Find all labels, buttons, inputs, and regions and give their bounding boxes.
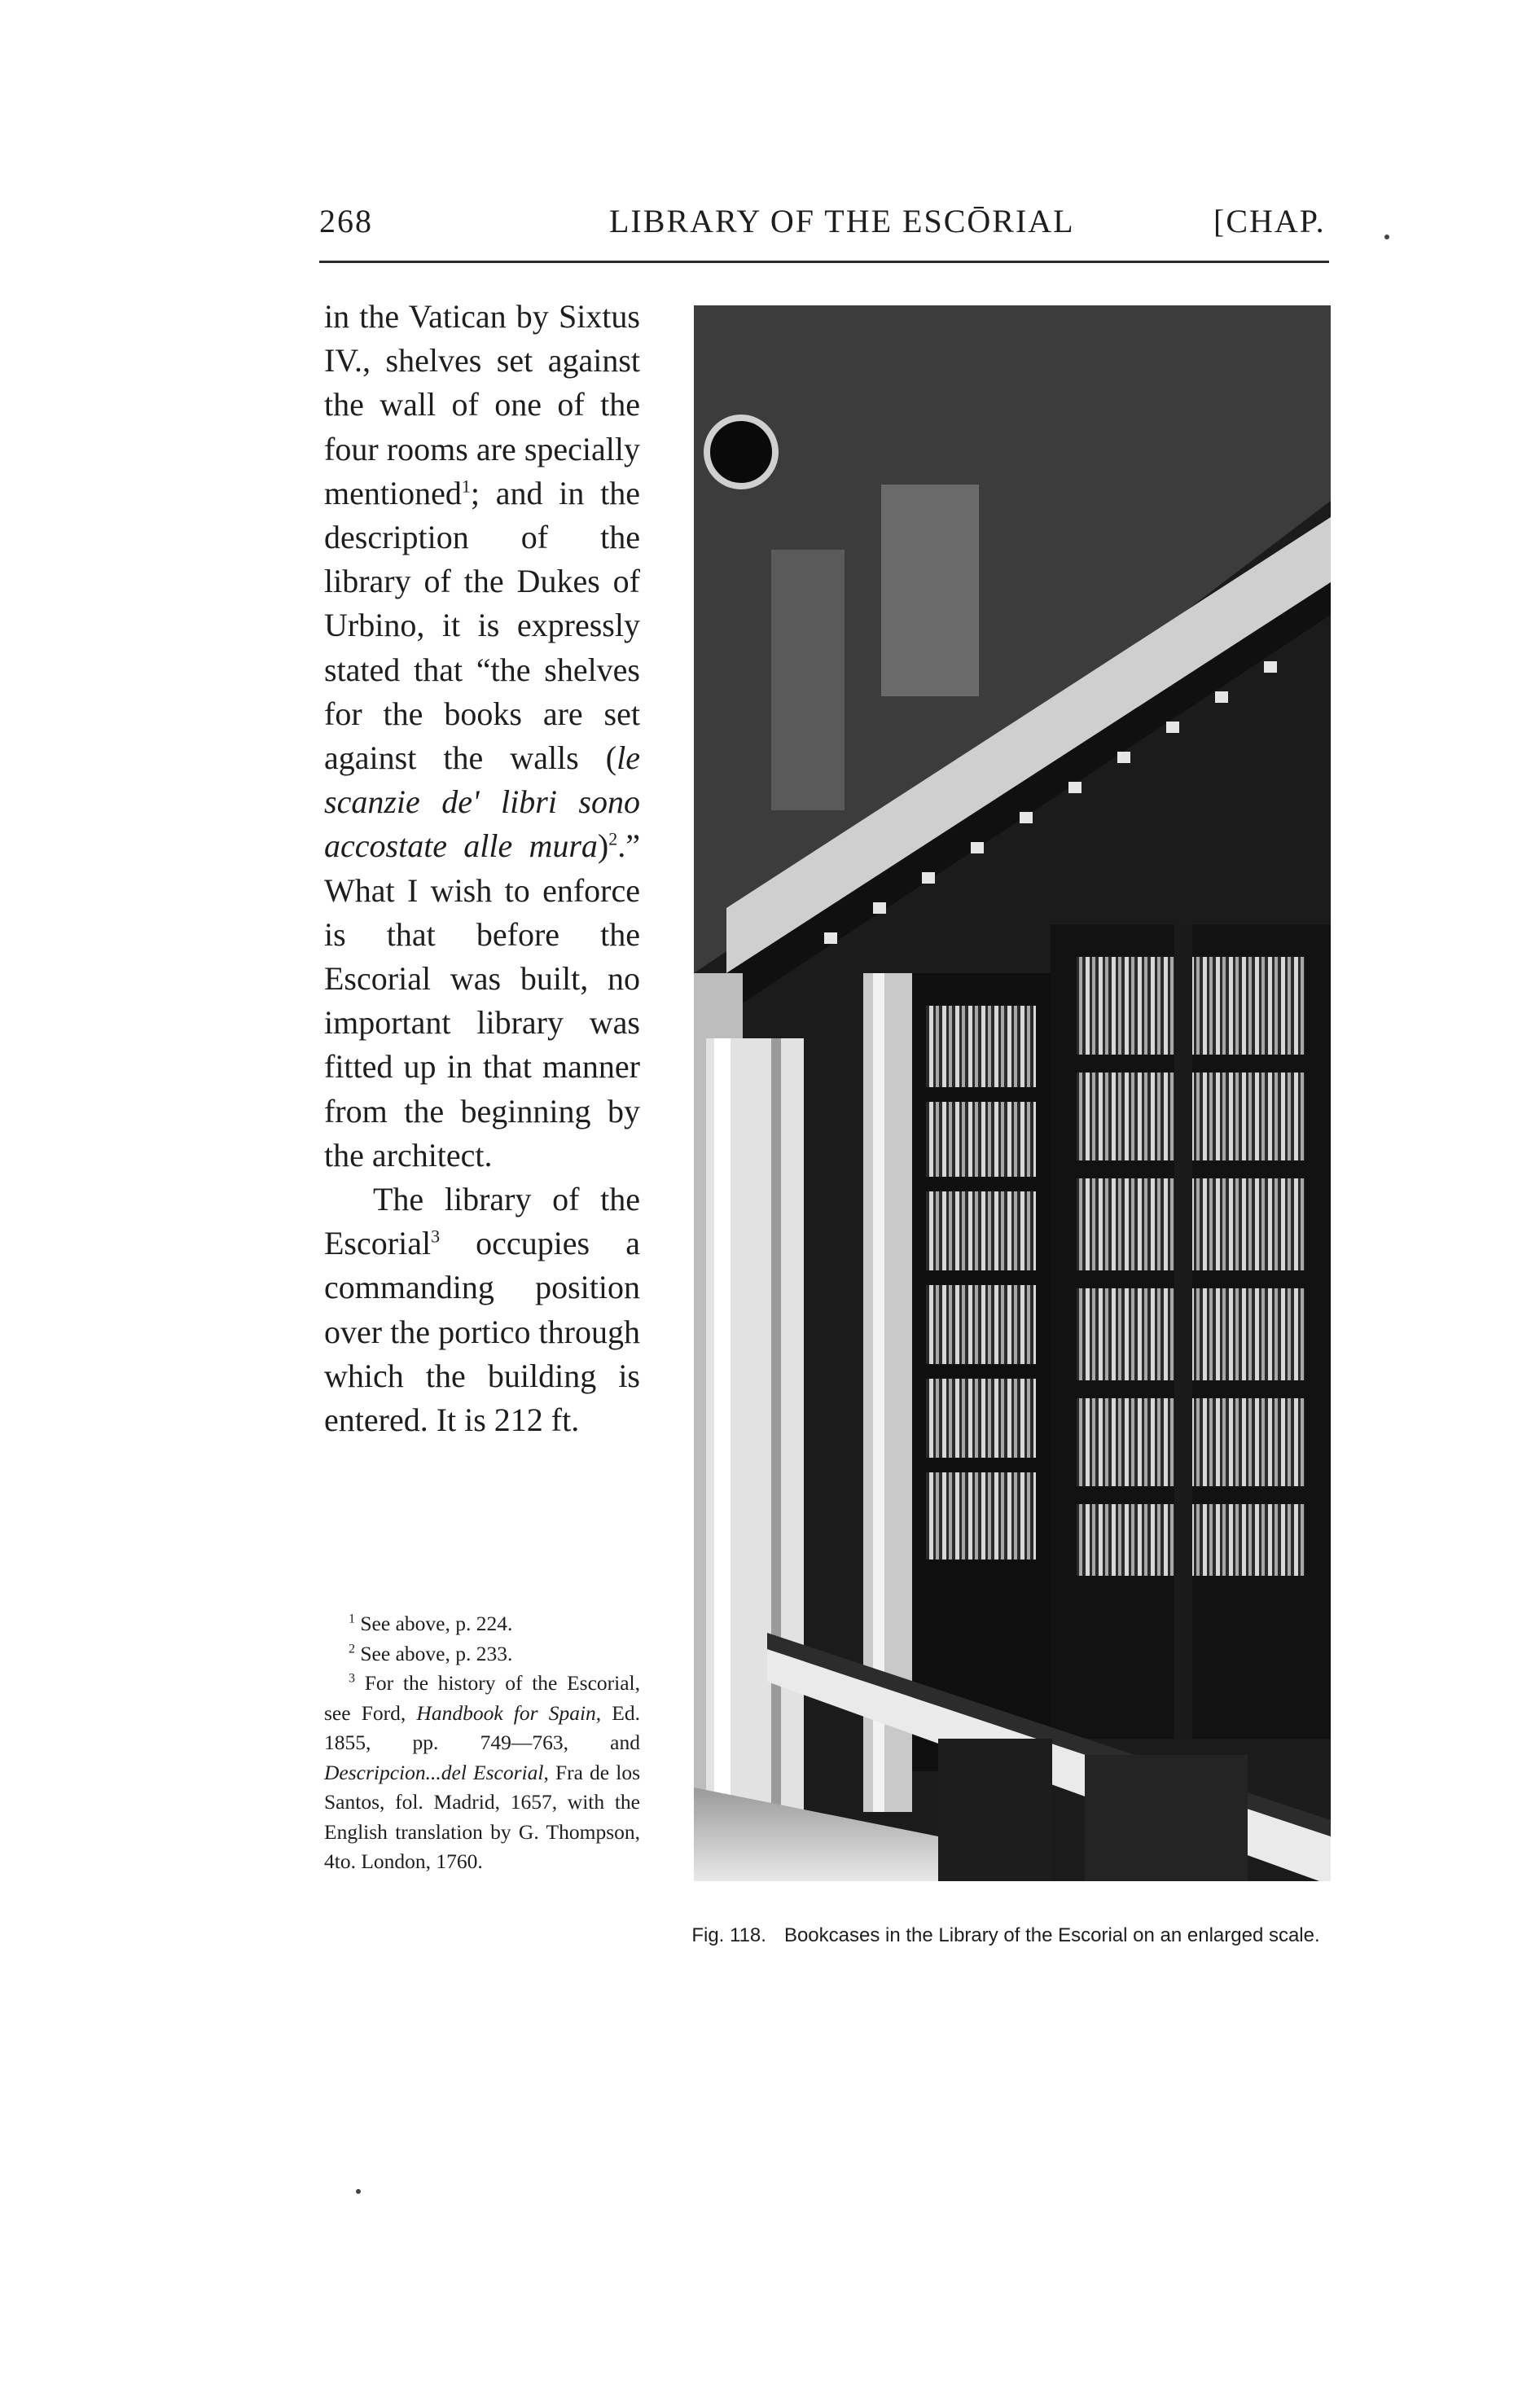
text-run: in the Vatican by Sixtus IV., shelves set against the wall of one of the four rooms are specially mentioned — [324, 298, 640, 511]
footnote-ref: 2 — [608, 829, 618, 850]
header-rule — [319, 261, 1329, 263]
photograph-illustration — [694, 305, 1331, 1881]
text-run: occupies a commanding position over the portico through which the building is entered. It is 212 ft. — [324, 1225, 640, 1439]
book-title: Descripcion...del Escorial — [324, 1760, 544, 1784]
footnote-text: , Ed. 1855, pp. 749—763, and — [324, 1700, 641, 1754]
paragraph-1 — [324, 295, 640, 1178]
running-title: LIBRARY OF THE ESCŌRIAL — [609, 203, 1075, 239]
body-text — [324, 295, 640, 1442]
running-header — [0, 202, 1540, 259]
text-run: ; and in the description of the library of the Dukes of Urbino, it is expressly stated that “the shelves for the books are set against the walls ( — [324, 474, 640, 777]
footnote-text: See above, p. 224. — [360, 1612, 513, 1635]
text-run: .” What I wish to enforce is that before the Escorial was built, no important library was fitted up in that manner from the beginning by the architect. — [324, 827, 640, 1173]
figure-caption — [668, 1922, 1344, 1950]
print-speck — [356, 2189, 361, 2194]
footnote-1 — [324, 1609, 640, 1639]
footnote-ref: 1 — [461, 476, 471, 497]
footnote-mark: 2 — [349, 1642, 355, 1656]
page-number: 268 — [319, 203, 373, 239]
print-speck — [1384, 235, 1389, 239]
footnote-2 — [324, 1639, 640, 1669]
text-run: ) — [597, 827, 609, 865]
text-run: The library of the Escorial — [324, 1181, 640, 1262]
caption-text: Bookcases in the Library of the Escorial on an enlarged scale. — [783, 1924, 1320, 1946]
paragraph-2 — [324, 1178, 640, 1442]
footnote-mark: 1 — [349, 1612, 355, 1626]
footnote-text: See above, p. 233. — [360, 1641, 513, 1665]
bookcases-photograph — [694, 305, 1331, 1881]
footnote-mark: 3 — [349, 1671, 355, 1686]
chapter-label: [CHAP. — [1213, 203, 1326, 239]
italic-quote: le scanzie de' libri sono accostate alle mura — [324, 739, 640, 865]
footnote-ref: 3 — [431, 1226, 441, 1247]
footnote-3 — [324, 1669, 640, 1877]
footnotes — [324, 1609, 640, 1877]
footnote-text: , Fra de los Santos, fol. Madrid, 1657, with the English translation by G. Thompson, 4to. London, 1760. — [324, 1760, 640, 1873]
footnote-text: For the history of the Escorial, see Ford, — [324, 1671, 641, 1725]
book-title: Handbook for Spain — [416, 1700, 596, 1725]
figure-label: Fig. 118. — [691, 1924, 766, 1946]
